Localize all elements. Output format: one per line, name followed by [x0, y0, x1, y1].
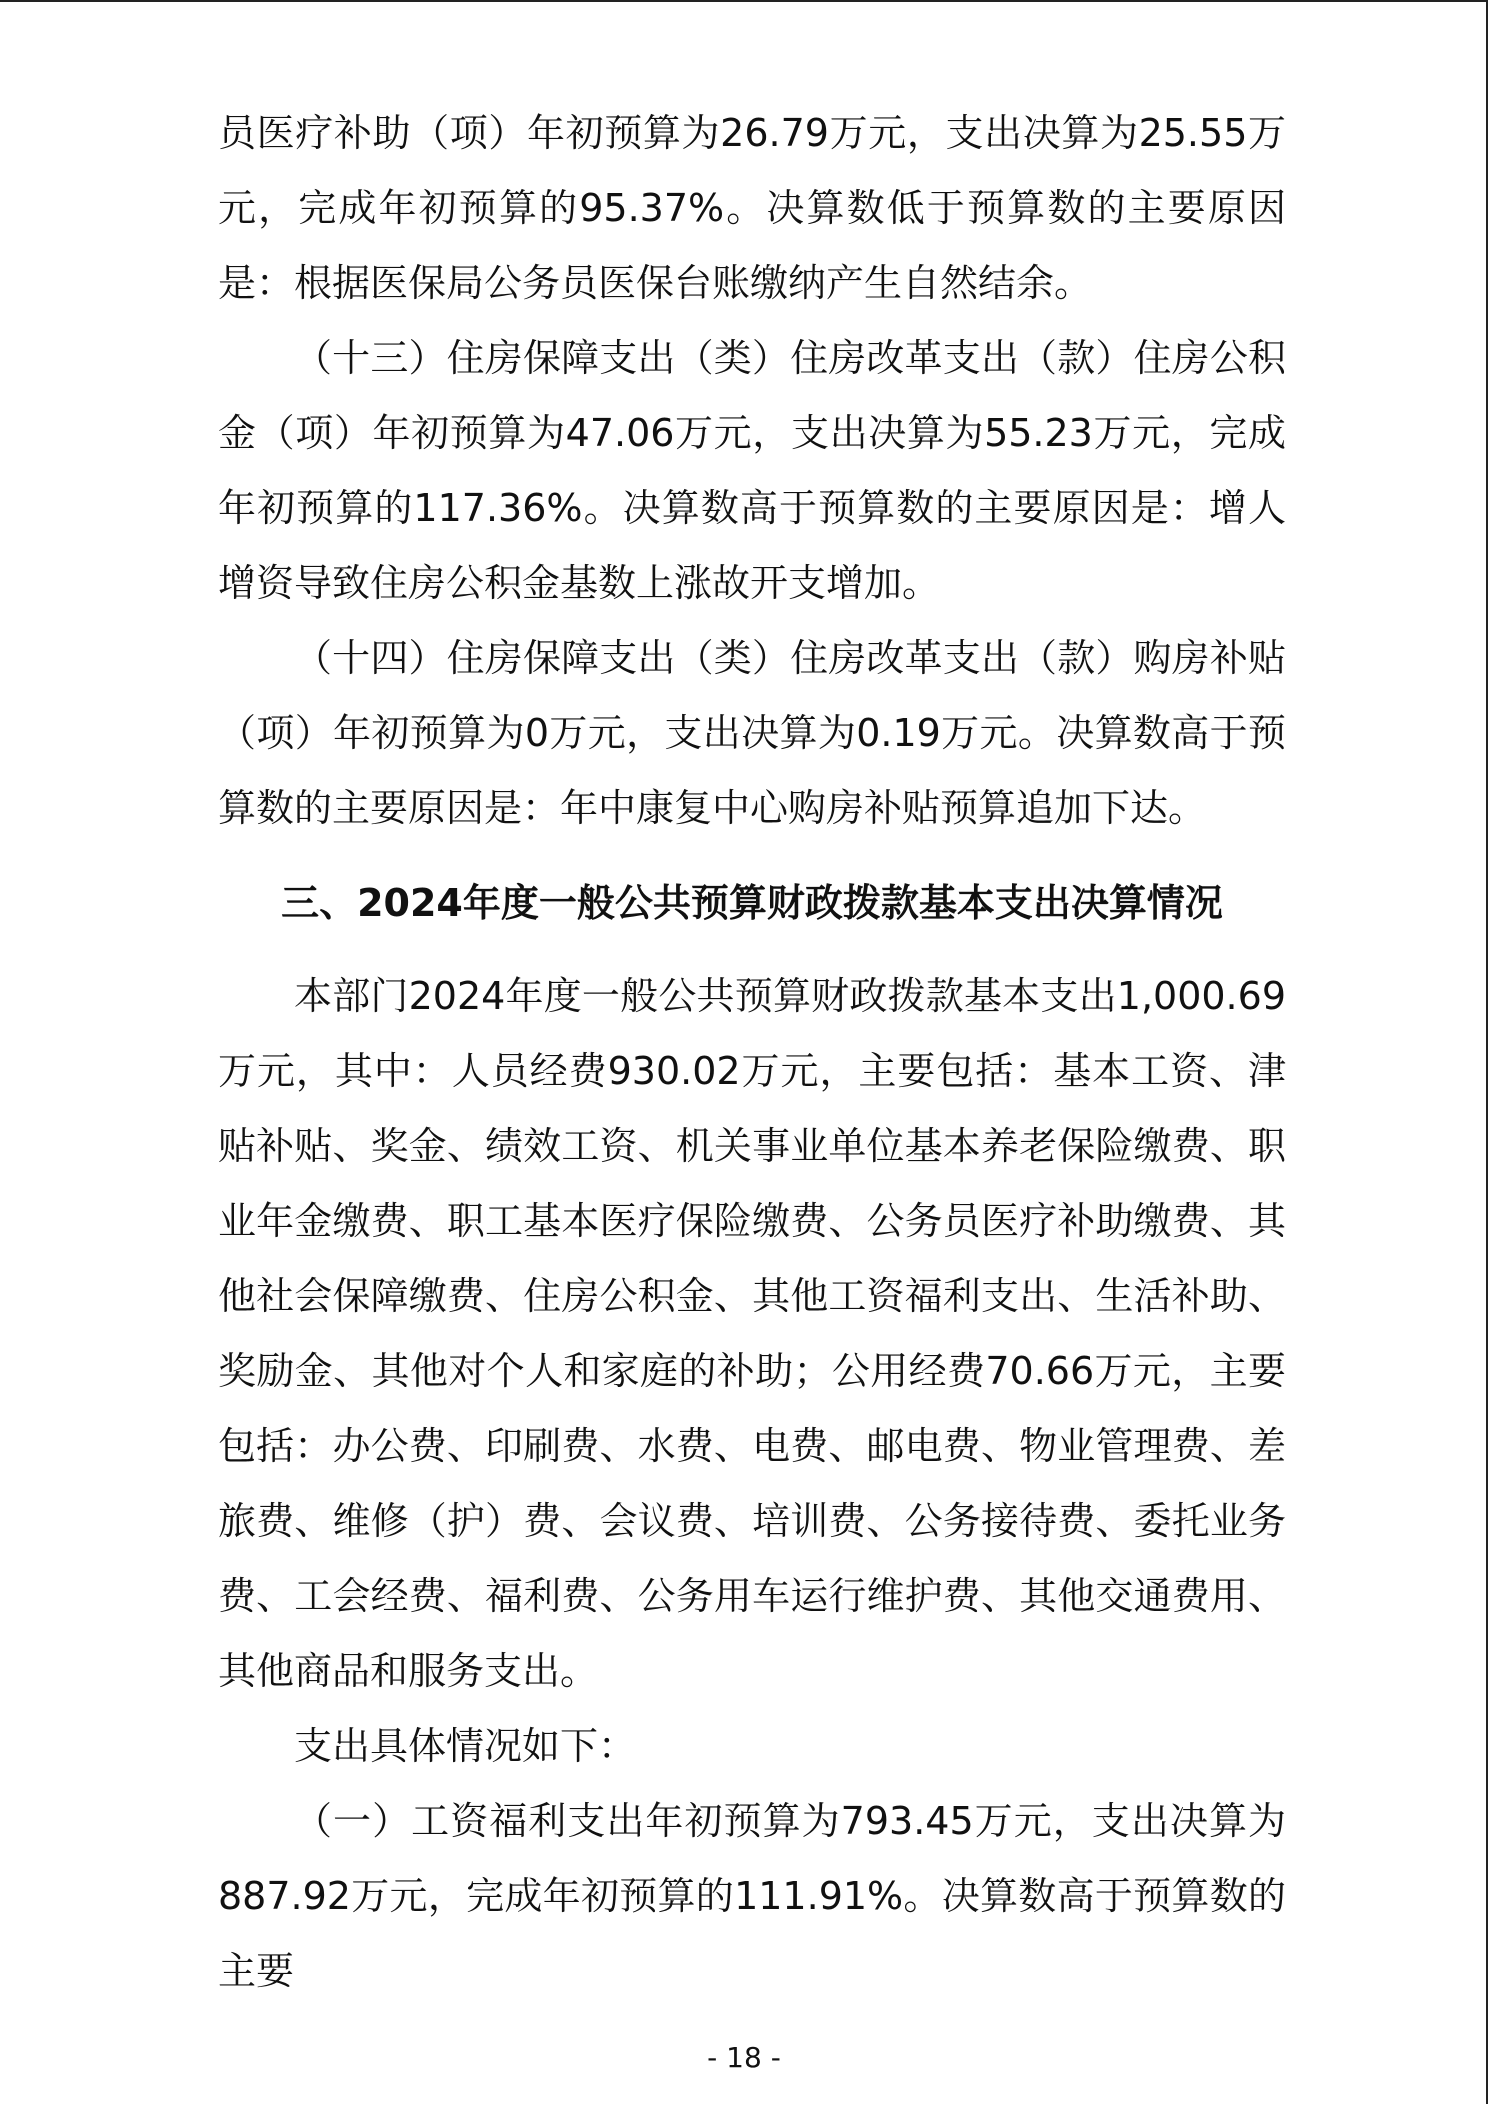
- page-number: - 18 -: [707, 2041, 781, 2074]
- paragraph-housing-subsidy: （十四）住房保障支出（类）住房改革支出（款）购房补贴（项）年初预算为0万元，支出决算为0.19万元。决算数高于预算数的主要原因是：年中康复中心购房补贴预算追加下达。: [218, 636, 1286, 830]
- paragraph-wage-welfare: （一）工资福利支出年初预算为793.45万元，支出决算为887.92万元，完成年初预算的111.91%。决算数高于预算数的主要: [218, 1799, 1286, 1993]
- paragraph-housing-fund: （十三）住房保障支出（类）住房改革支出（款）住房公积金（项）年初预算为47.06万元，支出决算为55.23万元，完成年初预算的117.36%。决算数高于预算数的主要原因是：增人增资导致住房公积金基数上涨故开支增加。: [218, 336, 1286, 605]
- page-body: [218, 96, 1286, 2009]
- paragraph-medical-subsidy: 员医疗补助（项）年初预算为26.79万元，支出决算为25.55万元，完成年初预算的95.37%。决算数低于预算数的主要原因是：根据医保局公务员医保台账缴纳产生自然结余。: [218, 111, 1286, 305]
- top-border: [0, 0, 1488, 2]
- paragraph-basic-expenditure: 本部门2024年度一般公共预算财政拨款基本支出1,000.69万元，其中：人员经费930.02万元，主要包括：基本工资、津贴补贴、奖金、绩效工资、机关事业单位基本养老保险缴费、职业年金缴费、职工基本医疗保险缴费、公务员医疗补助缴费、其他社会保障缴费、住房公积金、其他工资福利支出、生活补助、奖励金、其他对个人和家庭的补助；公用经费70.66万元，主要包括：办公费、印刷费、水费、电费、邮电费、物业管理费、差旅费、维修（护）费、会议费、培训费、公务接待费、委托业务费、工会经费、福利费、公务用车运行维护费、其他交通费用、其他商品和服务支出。: [218, 974, 1286, 1693]
- paragraph-details-intro: 支出具体情况如下：: [294, 1724, 637, 1768]
- section-heading: 三、2024年度一般公共预算财政拨款基本支出决算情况: [281, 881, 1223, 925]
